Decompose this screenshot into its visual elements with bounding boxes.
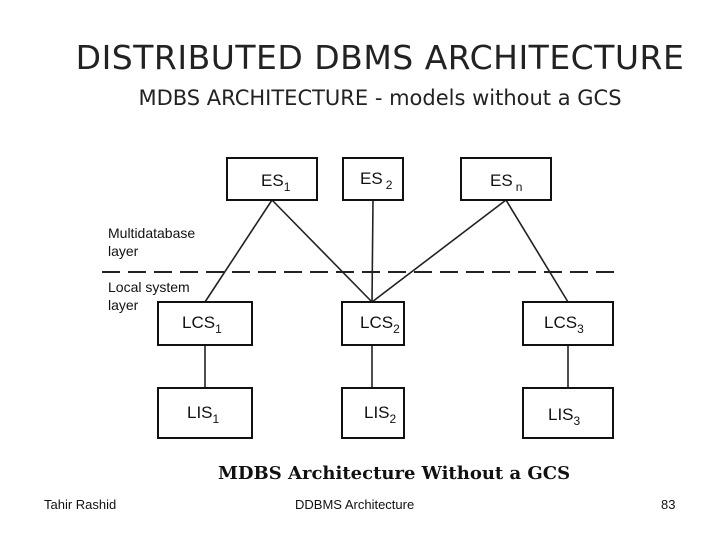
- svg-text:LCS3: $LCS_3$: [544, 313, 584, 336]
- slide-subtitle: MDBS ARCHITECTURE - models without a GCS: [138, 86, 622, 110]
- node-lis2: [342, 388, 404, 438]
- edge-es2-lcs2: [372, 200, 373, 302]
- svg-text:ESn: ES $_n$: [490, 171, 523, 194]
- svg-text:LCS2: $LCS_2$: [360, 313, 400, 336]
- node-lcs2: [342, 302, 404, 345]
- edge-es1-lcs1: [205, 200, 272, 302]
- svg-text:LIS2: $LIS_2$: [364, 403, 397, 426]
- node-lis3: [523, 388, 613, 438]
- svg-text:ES2: ES $_2$: [360, 169, 393, 192]
- footer-page-number: 83: [661, 497, 676, 512]
- node-es1: [227, 158, 317, 200]
- node-es2: [343, 158, 403, 200]
- svg-text:LCS1: $LCS_1$: [182, 313, 222, 336]
- node-lis1: [158, 388, 252, 438]
- footer-course: DDBMS Architecture: [295, 497, 415, 512]
- footer-author: Tahir Rashid: [44, 497, 117, 512]
- local-system-layer-label: Local system: [108, 279, 190, 295]
- svg-text:ES1: $ES_1$: [261, 171, 291, 194]
- multidatabase-layer-label: Multidatabase: [108, 225, 196, 241]
- edge-es1-lcs2: [272, 200, 372, 302]
- diagram-caption: MDBS Architecture Without a GCS: [218, 463, 571, 484]
- svg-text:LIS3: $LIS_3$: [548, 405, 581, 428]
- local-system-layer-label-2: layer: [108, 297, 139, 313]
- node-lcs1: [158, 302, 252, 345]
- multidatabase-layer-label-2: layer: [108, 243, 139, 259]
- edge-esn-lcs2: [372, 200, 506, 302]
- node-esn: [461, 158, 551, 200]
- node-lcs3: [523, 302, 613, 345]
- svg-text:LIS1: $LIS_1$: [187, 403, 220, 426]
- edge-esn-lcs3: [506, 200, 568, 302]
- slide-title: DISTRIBUTED DBMS ARCHITECTURE: [75, 38, 685, 77]
